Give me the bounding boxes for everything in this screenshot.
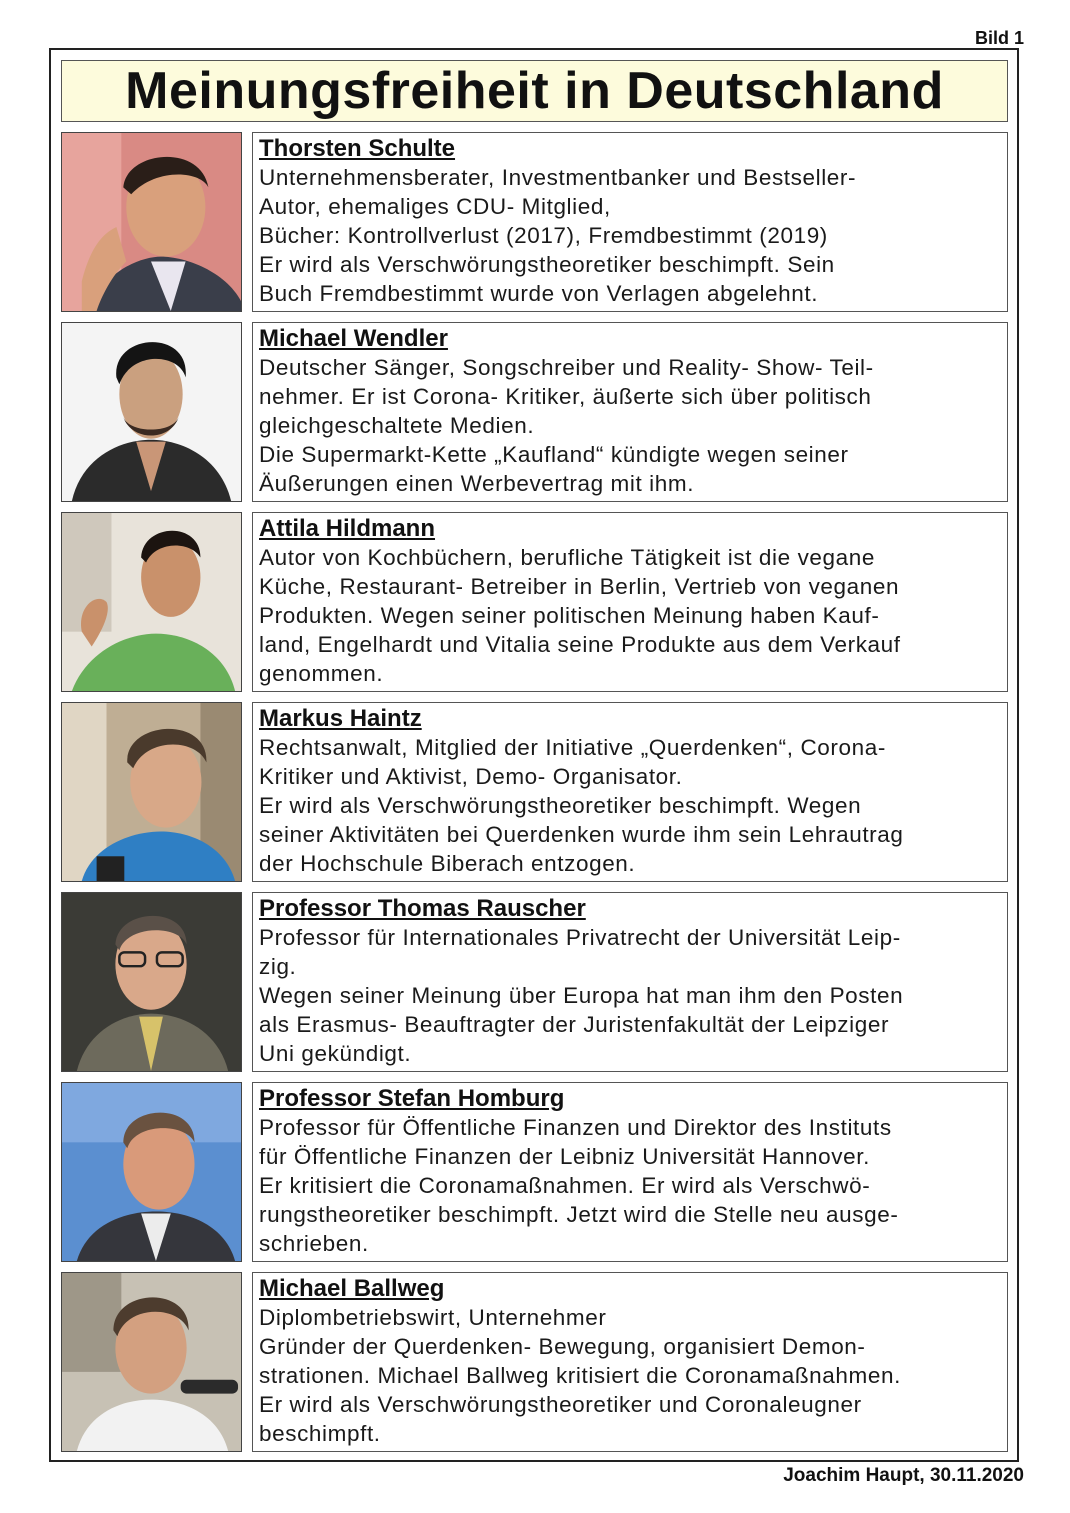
bio-line: genommen. bbox=[259, 661, 384, 686]
bio-textbox bbox=[252, 1272, 1008, 1452]
portrait-photo bbox=[61, 892, 242, 1072]
page-label: Bild 1 bbox=[974, 28, 1024, 48]
bio-textbox bbox=[252, 512, 1008, 692]
bio-line: Produkten. Wegen seiner politischen Meinung haben Kauf- bbox=[259, 603, 880, 628]
bio-line: Er kritisiert die Coronamaßnahmen. Er wird als Verschwö- bbox=[259, 1173, 871, 1198]
person-entry-michael-wendler bbox=[61, 322, 1008, 502]
bio-textbox bbox=[252, 892, 1008, 1072]
bio-line: Autor von Kochbüchern, berufliche Tätigkeit ist die vegane bbox=[259, 545, 875, 570]
person-name: Thorsten Schulte bbox=[259, 135, 456, 162]
bio-line: Bücher: Kontrollverlust (2017), Fremdbestimmt (2019) bbox=[259, 223, 828, 248]
portrait-photo bbox=[61, 702, 242, 882]
person-name: Professor Thomas Rauscher bbox=[259, 895, 586, 922]
bio-line: Wegen seiner Meinung über Europa hat man ihm den Posten bbox=[259, 983, 904, 1008]
bio-line: Küche, Restaurant- Betreiber in Berlin, Vertrieb von veganen bbox=[259, 574, 900, 599]
person-entry-michael-ballweg bbox=[61, 1272, 1008, 1452]
bio-textbox bbox=[252, 1082, 1008, 1262]
bio-line: Er wird als Verschwörungstheoretiker und Coronaleugner bbox=[259, 1392, 862, 1417]
bio-line: Autor, ehemaliges CDU- Mitglied, bbox=[259, 194, 611, 219]
page-title: Meinungsfreiheit in Deutschland bbox=[125, 62, 944, 120]
person-entry-thorsten-schulte bbox=[61, 132, 1008, 312]
bio-line: Gründer der Querdenken- Bewegung, organisiert Demon- bbox=[259, 1334, 866, 1359]
title-banner bbox=[61, 60, 1008, 122]
bio-line: für Öffentliche Finanzen der Leibniz Universität Hannover. bbox=[259, 1144, 870, 1169]
bio-line: der Hochschule Biberach entzogen. bbox=[259, 851, 636, 876]
bio-line: Er wird als Verschwörungstheoretiker beschimpft. Sein bbox=[259, 252, 835, 277]
person-name: Attila Hildmann bbox=[259, 515, 436, 542]
bio-line: gleichgeschaltete Medien. bbox=[259, 413, 535, 438]
portrait-photo bbox=[61, 132, 242, 312]
bio-line: Äußerungen einen Werbevertrag mit ihm. bbox=[259, 471, 695, 496]
person-name: Markus Haintz bbox=[259, 705, 422, 732]
bio-line: Die Supermarkt-Kette „Kaufland“ kündigte wegen seiner bbox=[259, 442, 849, 467]
bio-line: Buch Fremdbestimmt wurde von Verlagen abgelehnt. bbox=[259, 281, 819, 306]
person-entry-thomas-rauscher bbox=[61, 892, 1008, 1072]
person-name: Professor Stefan Homburg bbox=[259, 1085, 565, 1112]
bio-line: Uni gekündigt. bbox=[259, 1041, 412, 1066]
person-name: Michael Wendler bbox=[259, 325, 448, 352]
bio-textbox bbox=[252, 132, 1008, 312]
bio-line: zig. bbox=[259, 954, 297, 979]
author-date-footer: Joachim Haupt, 30.11.2020 bbox=[783, 1465, 1024, 1486]
person-entry-markus-haintz bbox=[61, 702, 1008, 882]
bio-line: seiner Aktivitäten bei Querdenken wurde ihm sein Lehrautrag bbox=[259, 822, 904, 847]
bio-line: land, Engelhardt und Vitalia seine Produkte aus dem Verkauf bbox=[259, 632, 901, 657]
bio-line: Professor für Öffentliche Finanzen und Direktor des Instituts bbox=[259, 1115, 892, 1140]
bio-line: Diplombetriebswirt, Unternehmer bbox=[259, 1305, 607, 1330]
bio-line: als Erasmus- Beauftragter der Juristenfakultät der Leipziger bbox=[259, 1012, 890, 1037]
bio-line: Deutscher Sänger, Songschreiber und Reality- Show- Teil- bbox=[259, 355, 874, 380]
bio-line: Rechtsanwalt, Mitglied der Initiative „Querdenken“, Corona- bbox=[259, 735, 886, 760]
bio-textbox bbox=[252, 322, 1008, 502]
person-name: Michael Ballweg bbox=[259, 1275, 445, 1302]
bio-line: beschimpft. bbox=[259, 1421, 381, 1446]
portrait-photo bbox=[61, 1272, 242, 1452]
bio-line: Professor für Internationales Privatrecht der Universität Leip- bbox=[259, 925, 901, 950]
bio-line: strationen. Michael Ballweg kritisiert die Coronamaßnahmen. bbox=[259, 1363, 901, 1388]
portrait-photo bbox=[61, 1082, 242, 1262]
bio-line: schrieben. bbox=[259, 1231, 369, 1256]
bio-line: Er wird als Verschwörungstheoretiker beschimpft. Wegen bbox=[259, 793, 862, 818]
bio-line: nehmer. Er ist Corona- Kritiker, äußerte sich über politisch bbox=[259, 384, 872, 409]
person-entry-attila-hildmann bbox=[61, 512, 1008, 692]
bio-line: Unternehmensberater, Investmentbanker und Bestseller- bbox=[259, 165, 857, 190]
bio-textbox bbox=[252, 702, 1008, 882]
person-entry-stefan-homburg bbox=[61, 1082, 1008, 1262]
portrait-photo bbox=[61, 512, 242, 692]
portrait-photo bbox=[61, 322, 242, 502]
bio-line: Kritiker und Aktivist, Demo- Organisator. bbox=[259, 764, 683, 789]
bio-line: rungstheoretiker beschimpft. Jetzt wird die Stelle neu ausge- bbox=[259, 1202, 899, 1227]
